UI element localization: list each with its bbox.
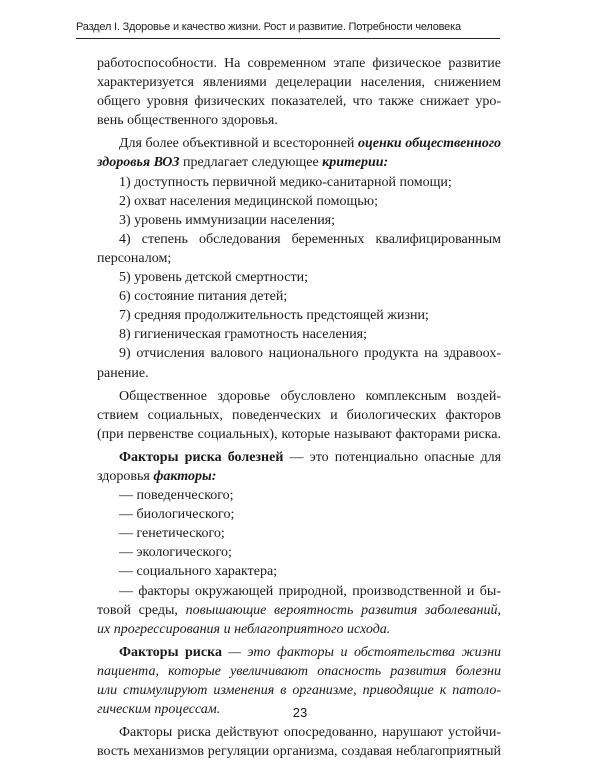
text-line: Факторы риска действуют опосредованно, нарушают устойчи- <box>119 725 501 741</box>
header-rule <box>76 38 500 39</box>
paragraph-6 <box>97 723 501 761</box>
list-item: 1) доступность первичной медико-санитарной помощи; <box>119 174 452 190</box>
page-number: 23 <box>292 705 308 720</box>
text-span: Для более объективной и всесторонней <box>119 136 358 152</box>
text-line: Общественное здоровье обусловлено комплексным воздей- <box>119 388 501 404</box>
text-span: товой среды, <box>97 602 186 618</box>
paragraph-3 <box>97 387 501 444</box>
list-item: 3) уровень иммунизации населения; <box>119 212 336 228</box>
emphasis: критерии: <box>322 155 389 171</box>
paragraph-4 <box>97 448 501 486</box>
text-line <box>97 643 501 662</box>
body-text <box>97 54 501 761</box>
text-line <box>97 467 501 486</box>
text-line <box>97 134 501 153</box>
list-item: — факторы окружающей природной, производственной и бы- <box>119 583 501 599</box>
text-span: здоровья <box>97 468 154 484</box>
text-line: ствием социальных, поведенческих и биологических факторов <box>97 407 501 423</box>
text-span: предлагает следующее <box>179 155 323 171</box>
text-line <box>97 448 501 467</box>
list-item: 4) степень обследования беременных квалифицированным <box>119 231 501 247</box>
text-line: вень общественного здоровья. <box>97 113 278 129</box>
text-line: характеризуется явлениями децелерации населения, снижением <box>97 75 501 91</box>
list-item-continuation: ранение. <box>97 365 149 381</box>
list-item-continuation: персоналом; <box>97 250 172 266</box>
list-item: — поведенческого; <box>119 488 234 504</box>
text-line: общего уровня физических показателей, что также снижает уро- <box>97 94 501 110</box>
list-item-continuation: их прогрессирования и неблагоприятного исхода. <box>97 621 391 637</box>
paragraph-2 <box>97 134 501 172</box>
list-item: 8) гигиеническая грамотность населения; <box>119 327 368 343</box>
list-item: 2) охват населения медицинской помощью; <box>119 193 379 209</box>
factors-list <box>97 486 501 639</box>
text-line: (при первенстве социальных), которые называют факторами риска. <box>97 426 501 442</box>
text-line: гическим процессам. <box>97 702 221 718</box>
emphasis: здоровья ВОЗ <box>97 155 180 171</box>
emphasis: — это факторы и обстоятельства жизни <box>221 644 502 660</box>
list-item: 7) средняя продолжительность предстоящей жизни; <box>119 308 429 324</box>
text-line: работоспособности. На современном этапе физическое развитие <box>97 56 501 71</box>
bold-term: Факторы риска болезней <box>119 449 284 465</box>
list-item: 9) отчисления валового национального продукта на здравоох- <box>119 346 501 362</box>
list-item: — биологического; <box>119 507 235 523</box>
text-line <box>97 153 501 172</box>
text-line: вость механизмов регуляции организма, создавая неблагоприятный <box>97 744 501 760</box>
emphasis: оценки общественного <box>357 136 501 152</box>
emphasis: повышающие вероятность развития заболеваний, <box>185 602 501 618</box>
list-item-continuation <box>97 601 501 620</box>
text-line: пациента, которые увеличивают опасность развития болезни <box>97 663 501 679</box>
list-item: — социального характера; <box>119 564 278 580</box>
running-header: Раздел I. Здоровье и качество жизни. Рост и развитие. Потребности человека <box>76 21 461 33</box>
paragraph-1 <box>97 54 501 130</box>
list-item: — генетического; <box>119 526 225 542</box>
text-span: — это потенциально опасные для <box>283 449 502 465</box>
list-item: 6) состояние питания детей; <box>119 289 288 305</box>
text-line: или стимулируют изменения в организме, приводящие к патоло- <box>97 683 501 698</box>
list-item: 5) уровень детской смертности; <box>119 270 308 286</box>
criteria-list <box>97 173 501 383</box>
list-item: — экологического; <box>119 545 232 561</box>
emphasis: факторы: <box>153 468 217 484</box>
bold-term: Факторы риска <box>119 644 222 660</box>
